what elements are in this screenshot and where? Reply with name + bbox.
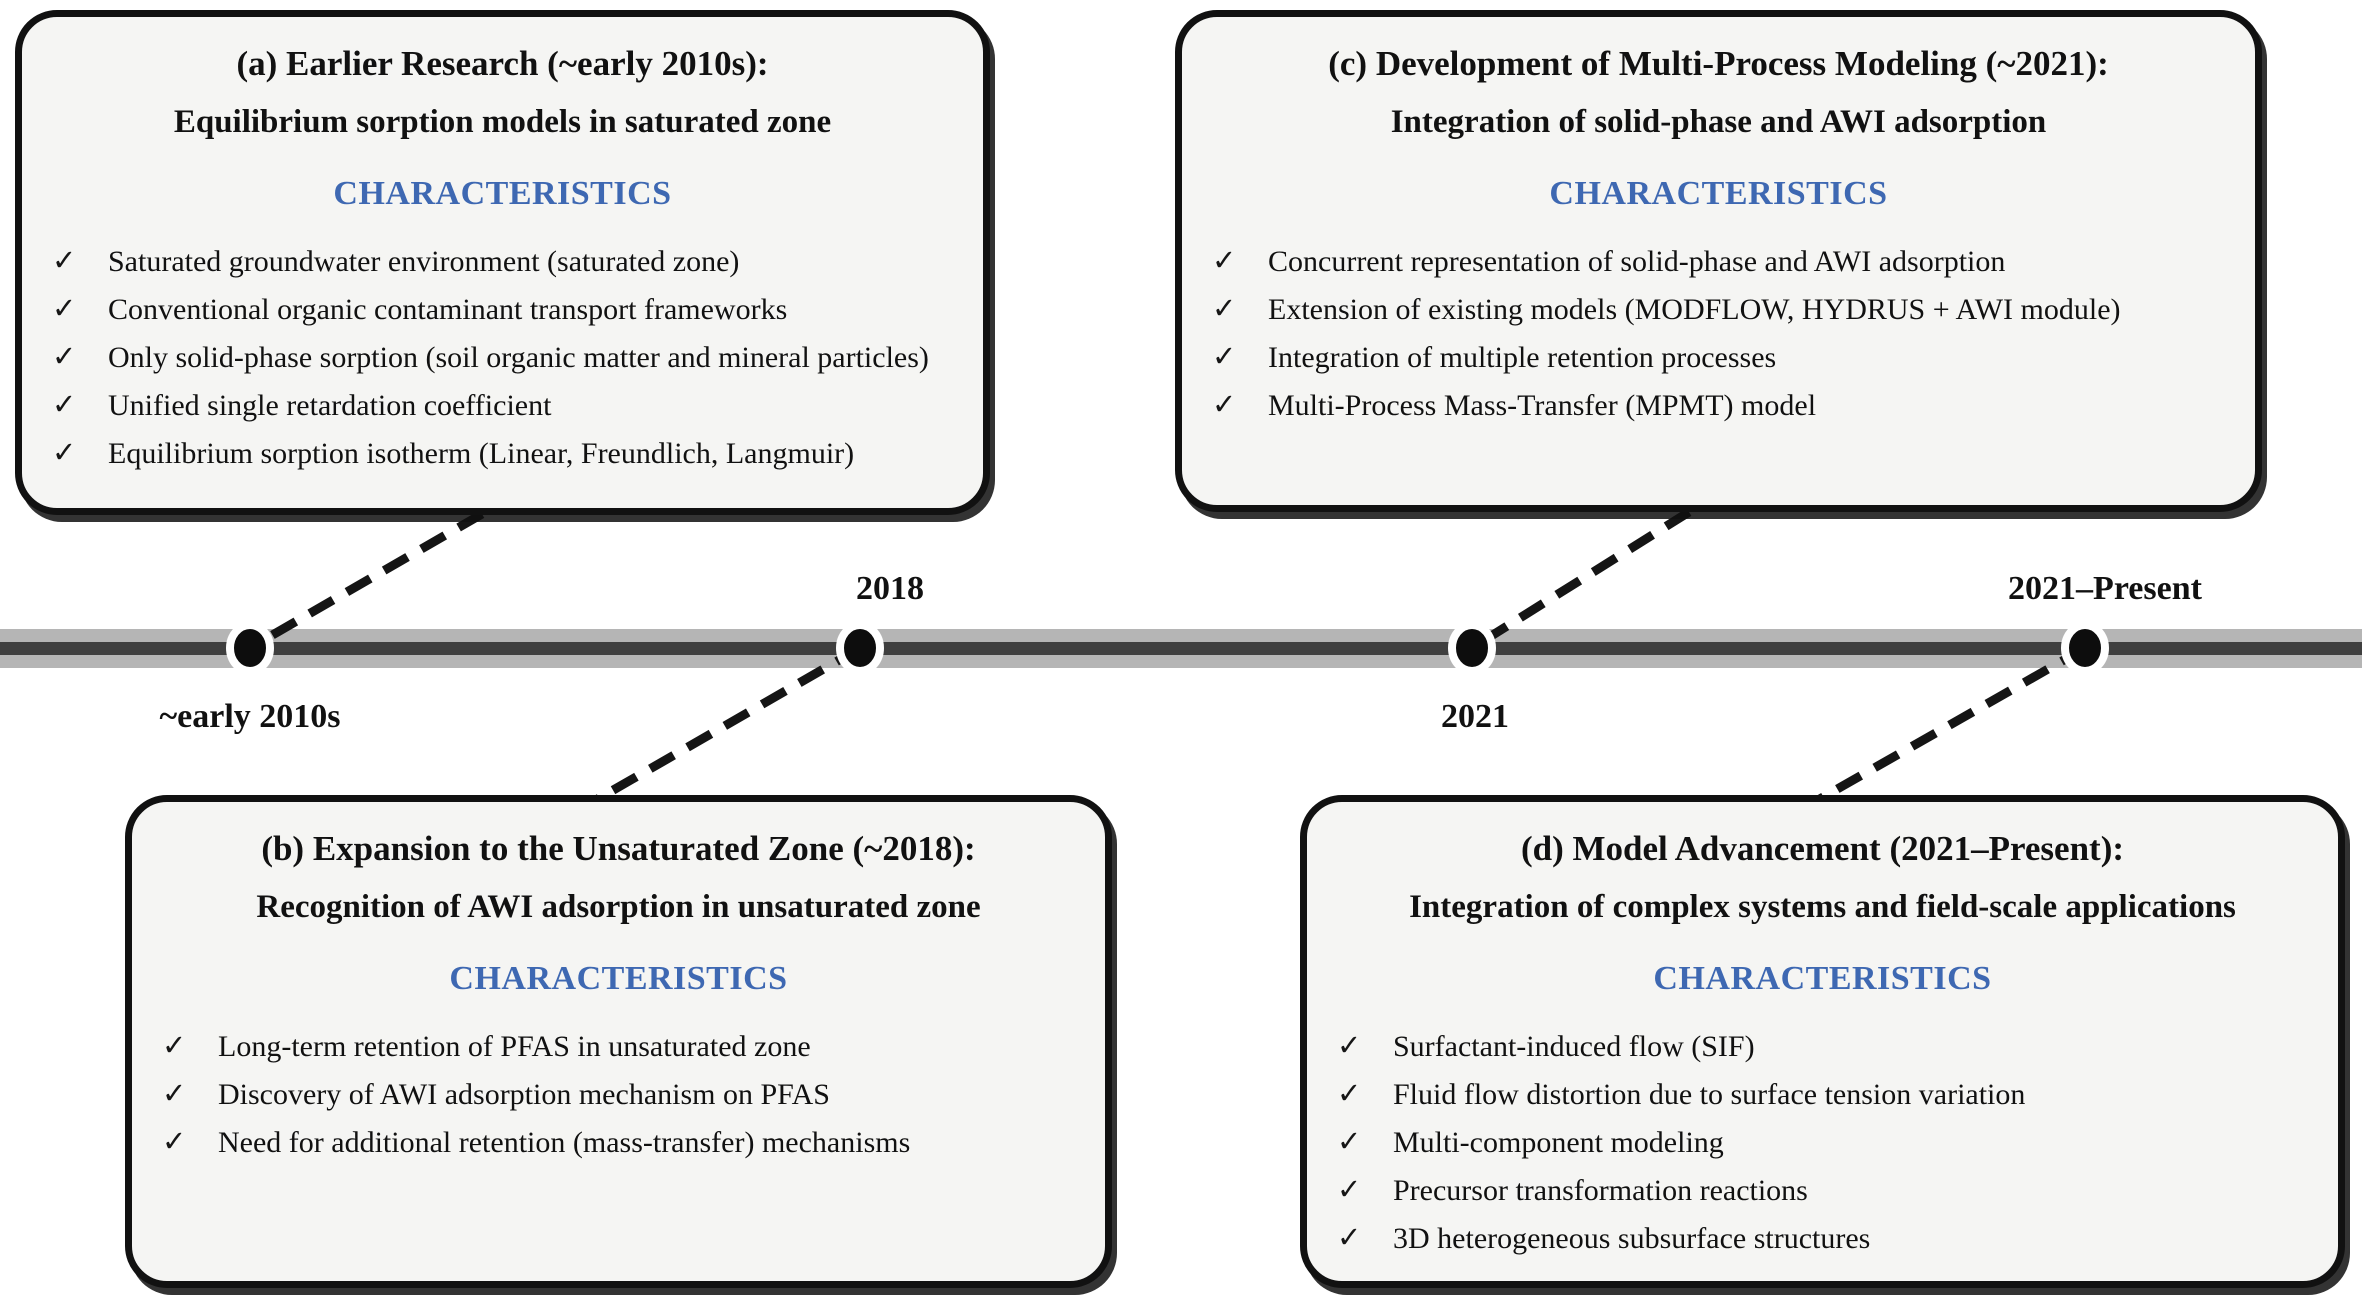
box-title: (a) Earlier Research (~early 2010s): xyxy=(236,44,769,83)
timeline-stripe xyxy=(0,642,2362,655)
list-item xyxy=(162,1024,1077,1069)
checkmark-icon: ✓ xyxy=(52,244,77,277)
checkmark-icon: ✓ xyxy=(1337,1125,1362,1158)
list-item-text: Integration of multiple retention processes xyxy=(1268,340,1777,374)
list-item-text: Surfactant-induced flow (SIF) xyxy=(1393,1029,1755,1063)
checkmark-icon: ✓ xyxy=(52,292,77,325)
list-item xyxy=(1212,383,2227,428)
list-item-text: Equilibrium sorption isotherm (Linear, Freundlich, Langmuir) xyxy=(108,436,855,470)
box-title: (d) Model Advancement (2021–Present): xyxy=(1521,829,2124,868)
list-item xyxy=(52,335,955,380)
checkmark-icon: ✓ xyxy=(1337,1173,1362,1206)
checkmark-icon: ✓ xyxy=(52,340,77,373)
timeline-label-2021: 2021 xyxy=(1441,698,1509,735)
list-item xyxy=(162,1072,1077,1117)
checkmark-icon: ✓ xyxy=(1212,292,1237,325)
list-item xyxy=(1337,1120,2310,1165)
list-item-text: Need for additional retention (mass-transfer) mechanisms xyxy=(218,1125,911,1159)
box-title: (c) Development of Multi-Process Modeling (~2021): xyxy=(1328,44,2109,83)
checkmark-icon: ✓ xyxy=(1337,1029,1362,1062)
connector-box-a xyxy=(250,514,482,648)
connector-box-b xyxy=(596,648,860,800)
box-subtitle: Integration of complex systems and field-scale applications xyxy=(1409,889,2236,925)
characteristics-heading: CHARACTERISTICS xyxy=(449,959,788,997)
era-box-unsaturated-zone xyxy=(125,795,1112,1288)
checkmark-icon: ✓ xyxy=(162,1077,187,1110)
list-item-text: Fluid flow distortion due to surface tension variation xyxy=(1393,1077,2026,1111)
checkmark-icon: ✓ xyxy=(1337,1221,1362,1254)
checkmark-icon: ✓ xyxy=(52,388,77,421)
list-item-text: Multi-Process Mass-Transfer (MPMT) model xyxy=(1268,388,1817,422)
era-box-multiprocess-modeling xyxy=(1175,10,2262,512)
list-item xyxy=(52,239,955,284)
list-item-text: Conventional organic contaminant transport frameworks xyxy=(108,292,788,326)
list-item-text: Only solid-phase sorption (soil organic matter and mineral particles) xyxy=(108,340,929,374)
list-item xyxy=(1212,239,2227,284)
checkmark-icon: ✓ xyxy=(1337,1077,1362,1110)
characteristics-list xyxy=(132,1024,1105,1165)
characteristics-heading: CHARACTERISTICS xyxy=(333,174,672,212)
list-item-text: Precursor transformation reactions xyxy=(1393,1173,1808,1207)
list-item xyxy=(52,287,955,332)
timeline-dot-2021 xyxy=(1452,625,1492,671)
era-box-earlier-research xyxy=(15,10,990,515)
box-title: (b) Expansion to the Unsaturated Zone (~2018): xyxy=(261,829,976,868)
checkmark-icon: ✓ xyxy=(1212,340,1237,373)
connector-box-c xyxy=(1472,512,1689,648)
list-item-text: Extension of existing models (MODFLOW, HYDRUS + AWI module) xyxy=(1268,292,2121,326)
box-subtitle: Recognition of AWI adsorption in unsaturated zone xyxy=(256,889,981,925)
era-box-model-advancement xyxy=(1300,795,2345,1288)
characteristics-heading: CHARACTERISTICS xyxy=(1653,959,1992,997)
characteristics-heading: CHARACTERISTICS xyxy=(1549,174,1888,212)
list-item xyxy=(1212,335,2227,380)
timeline-label-2018: 2018 xyxy=(856,570,924,607)
checkmark-icon: ✓ xyxy=(162,1125,187,1158)
box-subtitle: Equilibrium sorption models in saturated zone xyxy=(173,104,832,140)
timeline-dot-present xyxy=(2065,625,2105,671)
list-item xyxy=(1337,1072,2310,1117)
list-item-text: 3D heterogeneous subsurface structures xyxy=(1393,1221,1871,1255)
characteristics-list xyxy=(1182,239,2255,428)
timeline-label-2021-present: 2021–Present xyxy=(2008,570,2202,607)
checkmark-icon: ✓ xyxy=(1212,244,1237,277)
connector-box-d xyxy=(1818,648,2085,800)
checkmark-icon: ✓ xyxy=(162,1029,187,1062)
list-item xyxy=(1337,1168,2310,1213)
list-item xyxy=(162,1120,1077,1165)
list-item-text: Multi-component modeling xyxy=(1393,1125,1724,1159)
box-subtitle: Integration of solid-phase and AWI adsorption xyxy=(1390,104,2047,140)
list-item xyxy=(1337,1024,2310,1069)
checkmark-icon: ✓ xyxy=(52,436,77,469)
list-item xyxy=(52,383,955,428)
timeline-label-early2010s: ~early 2010s xyxy=(159,698,341,735)
timeline-dot-early2010s xyxy=(230,625,270,671)
list-item-text: Unified single retardation coefficient xyxy=(108,388,552,422)
list-item xyxy=(52,431,955,476)
list-item-text: Concurrent representation of solid-phase and AWI adsorption xyxy=(1268,244,2006,278)
list-item xyxy=(1212,287,2227,332)
characteristics-list xyxy=(22,239,983,476)
checkmark-icon: ✓ xyxy=(1212,388,1237,421)
list-item-text: Saturated groundwater environment (saturated zone) xyxy=(108,244,740,278)
list-item xyxy=(1337,1216,2310,1261)
timeline-dot-2018 xyxy=(840,625,880,671)
list-item-text: Long-term retention of PFAS in unsaturated zone xyxy=(218,1029,811,1063)
list-item-text: Discovery of AWI adsorption mechanism on PFAS xyxy=(218,1077,830,1111)
characteristics-list xyxy=(1307,1024,2338,1261)
